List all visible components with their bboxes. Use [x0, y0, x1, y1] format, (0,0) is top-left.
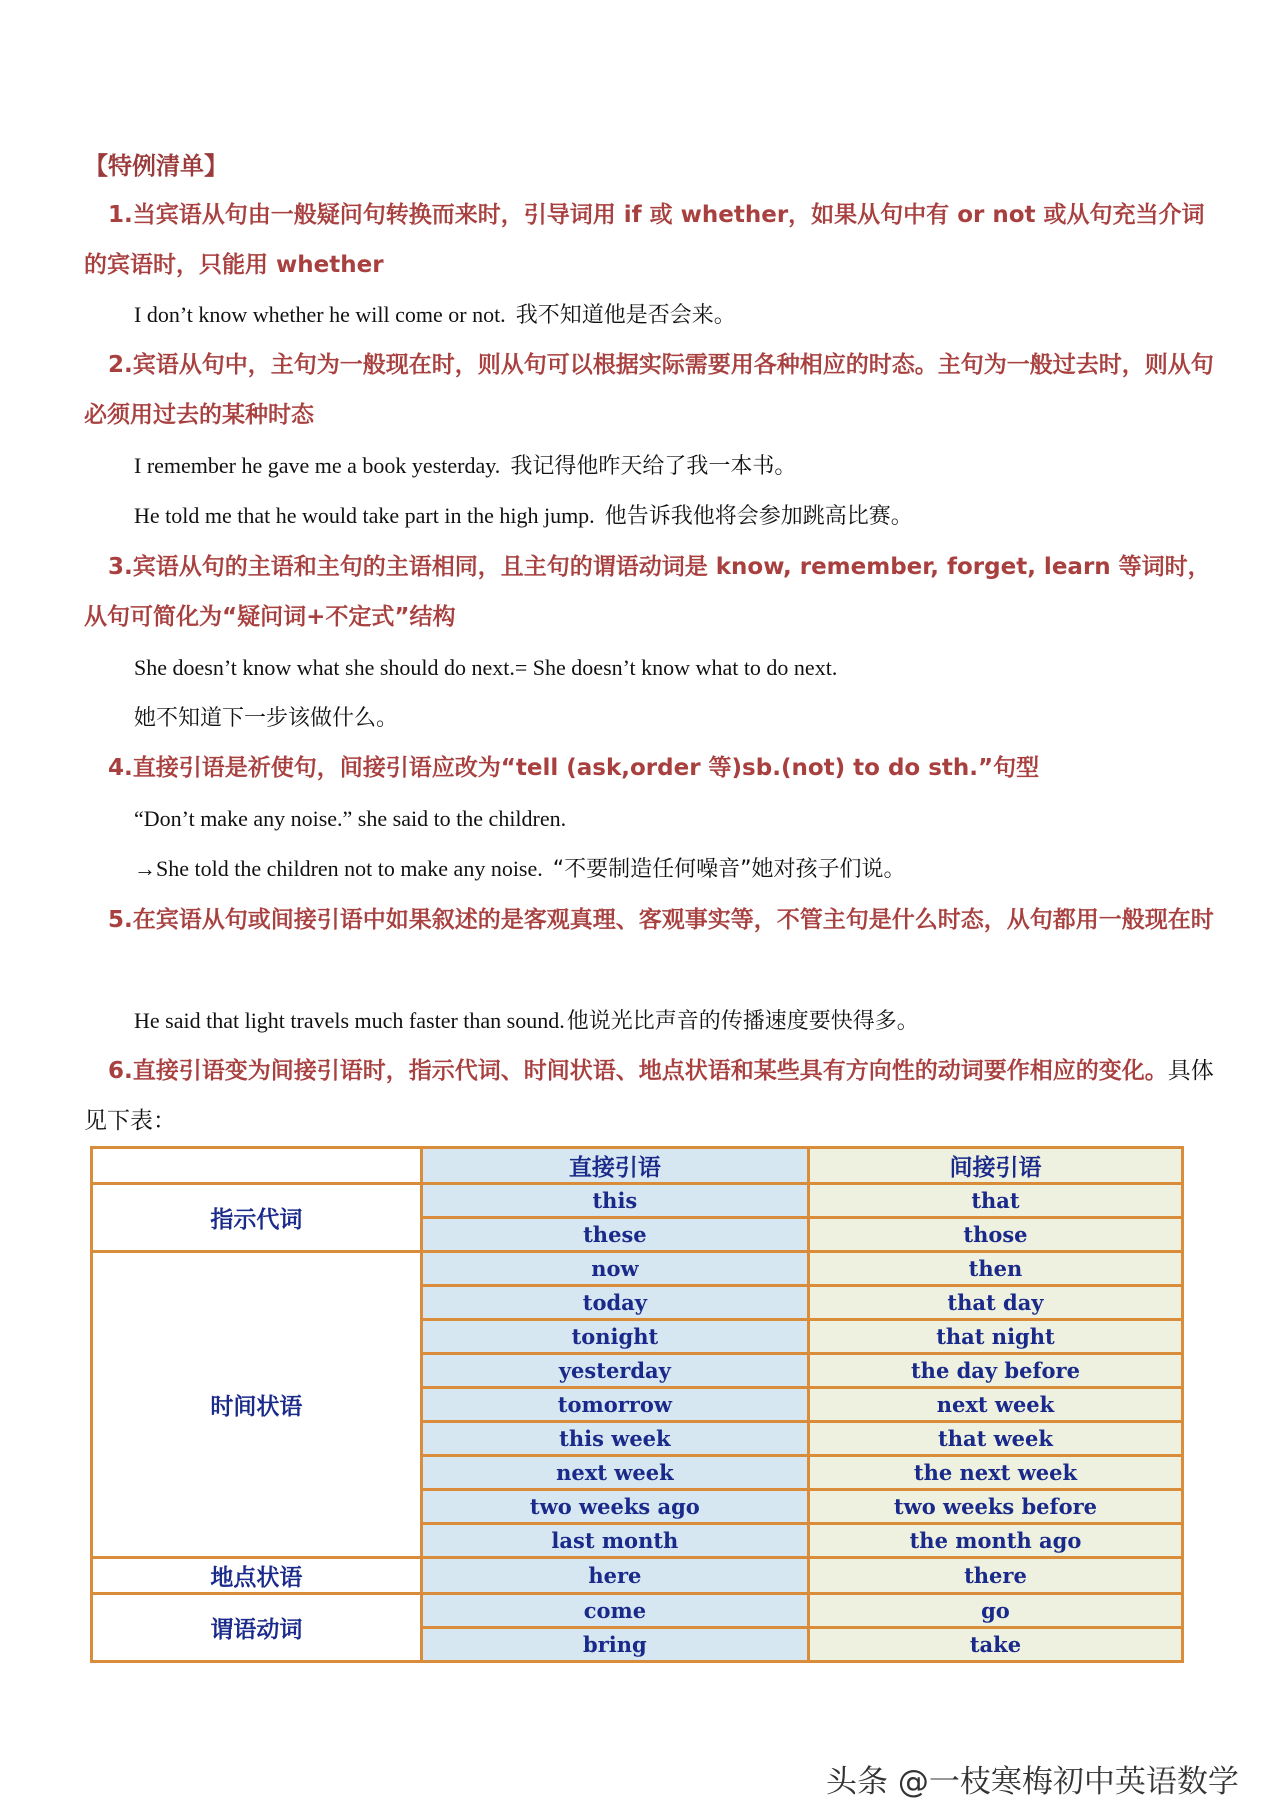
category-demonstratives: 指示代词: [92, 1184, 422, 1252]
direct-cell: bring: [421, 1628, 808, 1662]
example-6: [134, 854, 1224, 885]
category-time-adverbials: 时间状语: [92, 1252, 422, 1558]
example-7: [134, 1006, 1224, 1037]
category-place-adverbials: 地点状语: [92, 1558, 422, 1594]
direct-cell: tomorrow: [421, 1388, 808, 1422]
indirect-cell: take: [808, 1628, 1182, 1662]
table-row: [92, 1252, 1183, 1286]
example-3-cn: 他告诉我他将会参加跳高比赛。: [604, 504, 913, 529]
rule-6-text: 6.直接引语变为间接引语时，指示代词、时间状语、地点状语和某些具有方向性的动词要作相应的变化。: [108, 1058, 1168, 1084]
example-4: [134, 653, 1224, 683]
indirect-cell: that week: [808, 1422, 1182, 1456]
rule-5: 5.在宾语从句或间接引语中如果叙述的是客观真理、客观事实等，不管主句是什么时态，从句都用一般现在时: [108, 907, 1214, 933]
header-blank-cell: [92, 1148, 422, 1184]
header-indirect: 间接引语: [808, 1148, 1182, 1184]
indirect-cell: there: [808, 1558, 1182, 1594]
indirect-cell: next week: [808, 1388, 1182, 1422]
indirect-cell: the day before: [808, 1354, 1182, 1388]
example-5-en: “Don’t make any noise.” she said to the children.: [134, 806, 567, 831]
direct-cell: tonight: [421, 1320, 808, 1354]
rule-2: 2.宾语从句中，主句为一般现在时，则从句可以根据实际需要用各种相应的时态。主句为一般过去时，则从句必须用过去的某种时态: [84, 352, 1214, 428]
example-1-cn: 我不知道他是否会来。: [515, 303, 736, 328]
example-6-en: →She told the children not to make any noise.: [134, 856, 543, 881]
direct-cell: today: [421, 1286, 808, 1320]
direct-cell: these: [421, 1218, 808, 1252]
direct-cell: this: [421, 1184, 808, 1218]
example-2-cn: 我记得他昨天给了我一本书。: [510, 454, 797, 479]
speech-conversion-table: [90, 1146, 1184, 1663]
source-watermark: 头条 @一枝寒梅初中英语数学: [826, 1764, 1239, 1800]
direct-cell: two weeks ago: [421, 1490, 808, 1524]
example-6-cn: “不要制造任何噪音”她对孩子们说。: [552, 857, 906, 882]
indirect-cell: the next week: [808, 1456, 1182, 1490]
indirect-cell: that night: [808, 1320, 1182, 1354]
example-7-en: He said that light travels much faster than sound.: [134, 1008, 565, 1033]
example-3: [134, 501, 1224, 532]
direct-cell: this week: [421, 1422, 808, 1456]
example-2: [134, 451, 1224, 482]
example-4-en: She doesn’t know what she should do next.= She doesn’t know what to do next.: [134, 655, 838, 680]
direct-cell: last month: [421, 1524, 808, 1558]
section-heading: 【特例清单】: [84, 152, 228, 180]
table-row: [92, 1184, 1183, 1218]
example-2-en: I remember he gave me a book yesterday.: [134, 453, 501, 478]
rule-6-tail: 具体见下表：: [84, 1058, 1214, 1134]
example-3-en: He told me that he would take part in the high jump.: [134, 503, 595, 528]
example-4-translation: [134, 703, 1224, 734]
direct-cell: here: [421, 1558, 808, 1594]
rule-1: 1.当宾语从句由一般疑问句转换而来时，引导词用 if 或 whether，如果从句中有 or not 或从句充当介词的宾语时，只能用 whether: [84, 202, 1205, 278]
category-predicate-verbs: 谓语动词: [92, 1594, 422, 1662]
example-1-en: I don’t know whether he will come or not.: [134, 302, 506, 327]
example-5: [134, 804, 1224, 834]
table-row: [92, 1594, 1183, 1628]
rule-6: [84, 1046, 1219, 1146]
example-1: [134, 300, 1224, 331]
direct-cell: next week: [421, 1456, 808, 1490]
indirect-cell: that day: [808, 1286, 1182, 1320]
rule-4: 4.直接引语是祈使句，间接引语应改为“tell (ask,order 等)sb.(not) to do sth.”句型: [108, 755, 1040, 781]
indirect-cell: go: [808, 1594, 1182, 1628]
indirect-cell: the month ago: [808, 1524, 1182, 1558]
indirect-cell: then: [808, 1252, 1182, 1286]
direct-cell: yesterday: [421, 1354, 808, 1388]
table-header-row: [92, 1148, 1183, 1184]
direct-cell: come: [421, 1594, 808, 1628]
indirect-cell: two weeks before: [808, 1490, 1182, 1524]
table-row: [92, 1558, 1183, 1594]
example-7-cn: 他说光比声音的传播速度要快得多。: [566, 1009, 919, 1034]
rule-3: 3.宾语从句的主语和主句的主语相同，且主句的谓语动词是 know, remember, forget, learn 等词时，从句可简化为“疑问词+不定式”结构: [84, 554, 1211, 630]
header-direct: 直接引语: [421, 1148, 808, 1184]
direct-cell: now: [421, 1252, 808, 1286]
indirect-cell: those: [808, 1218, 1182, 1252]
indirect-cell: that: [808, 1184, 1182, 1218]
example-4-cn: 她不知道下一步该做什么。: [134, 706, 399, 731]
